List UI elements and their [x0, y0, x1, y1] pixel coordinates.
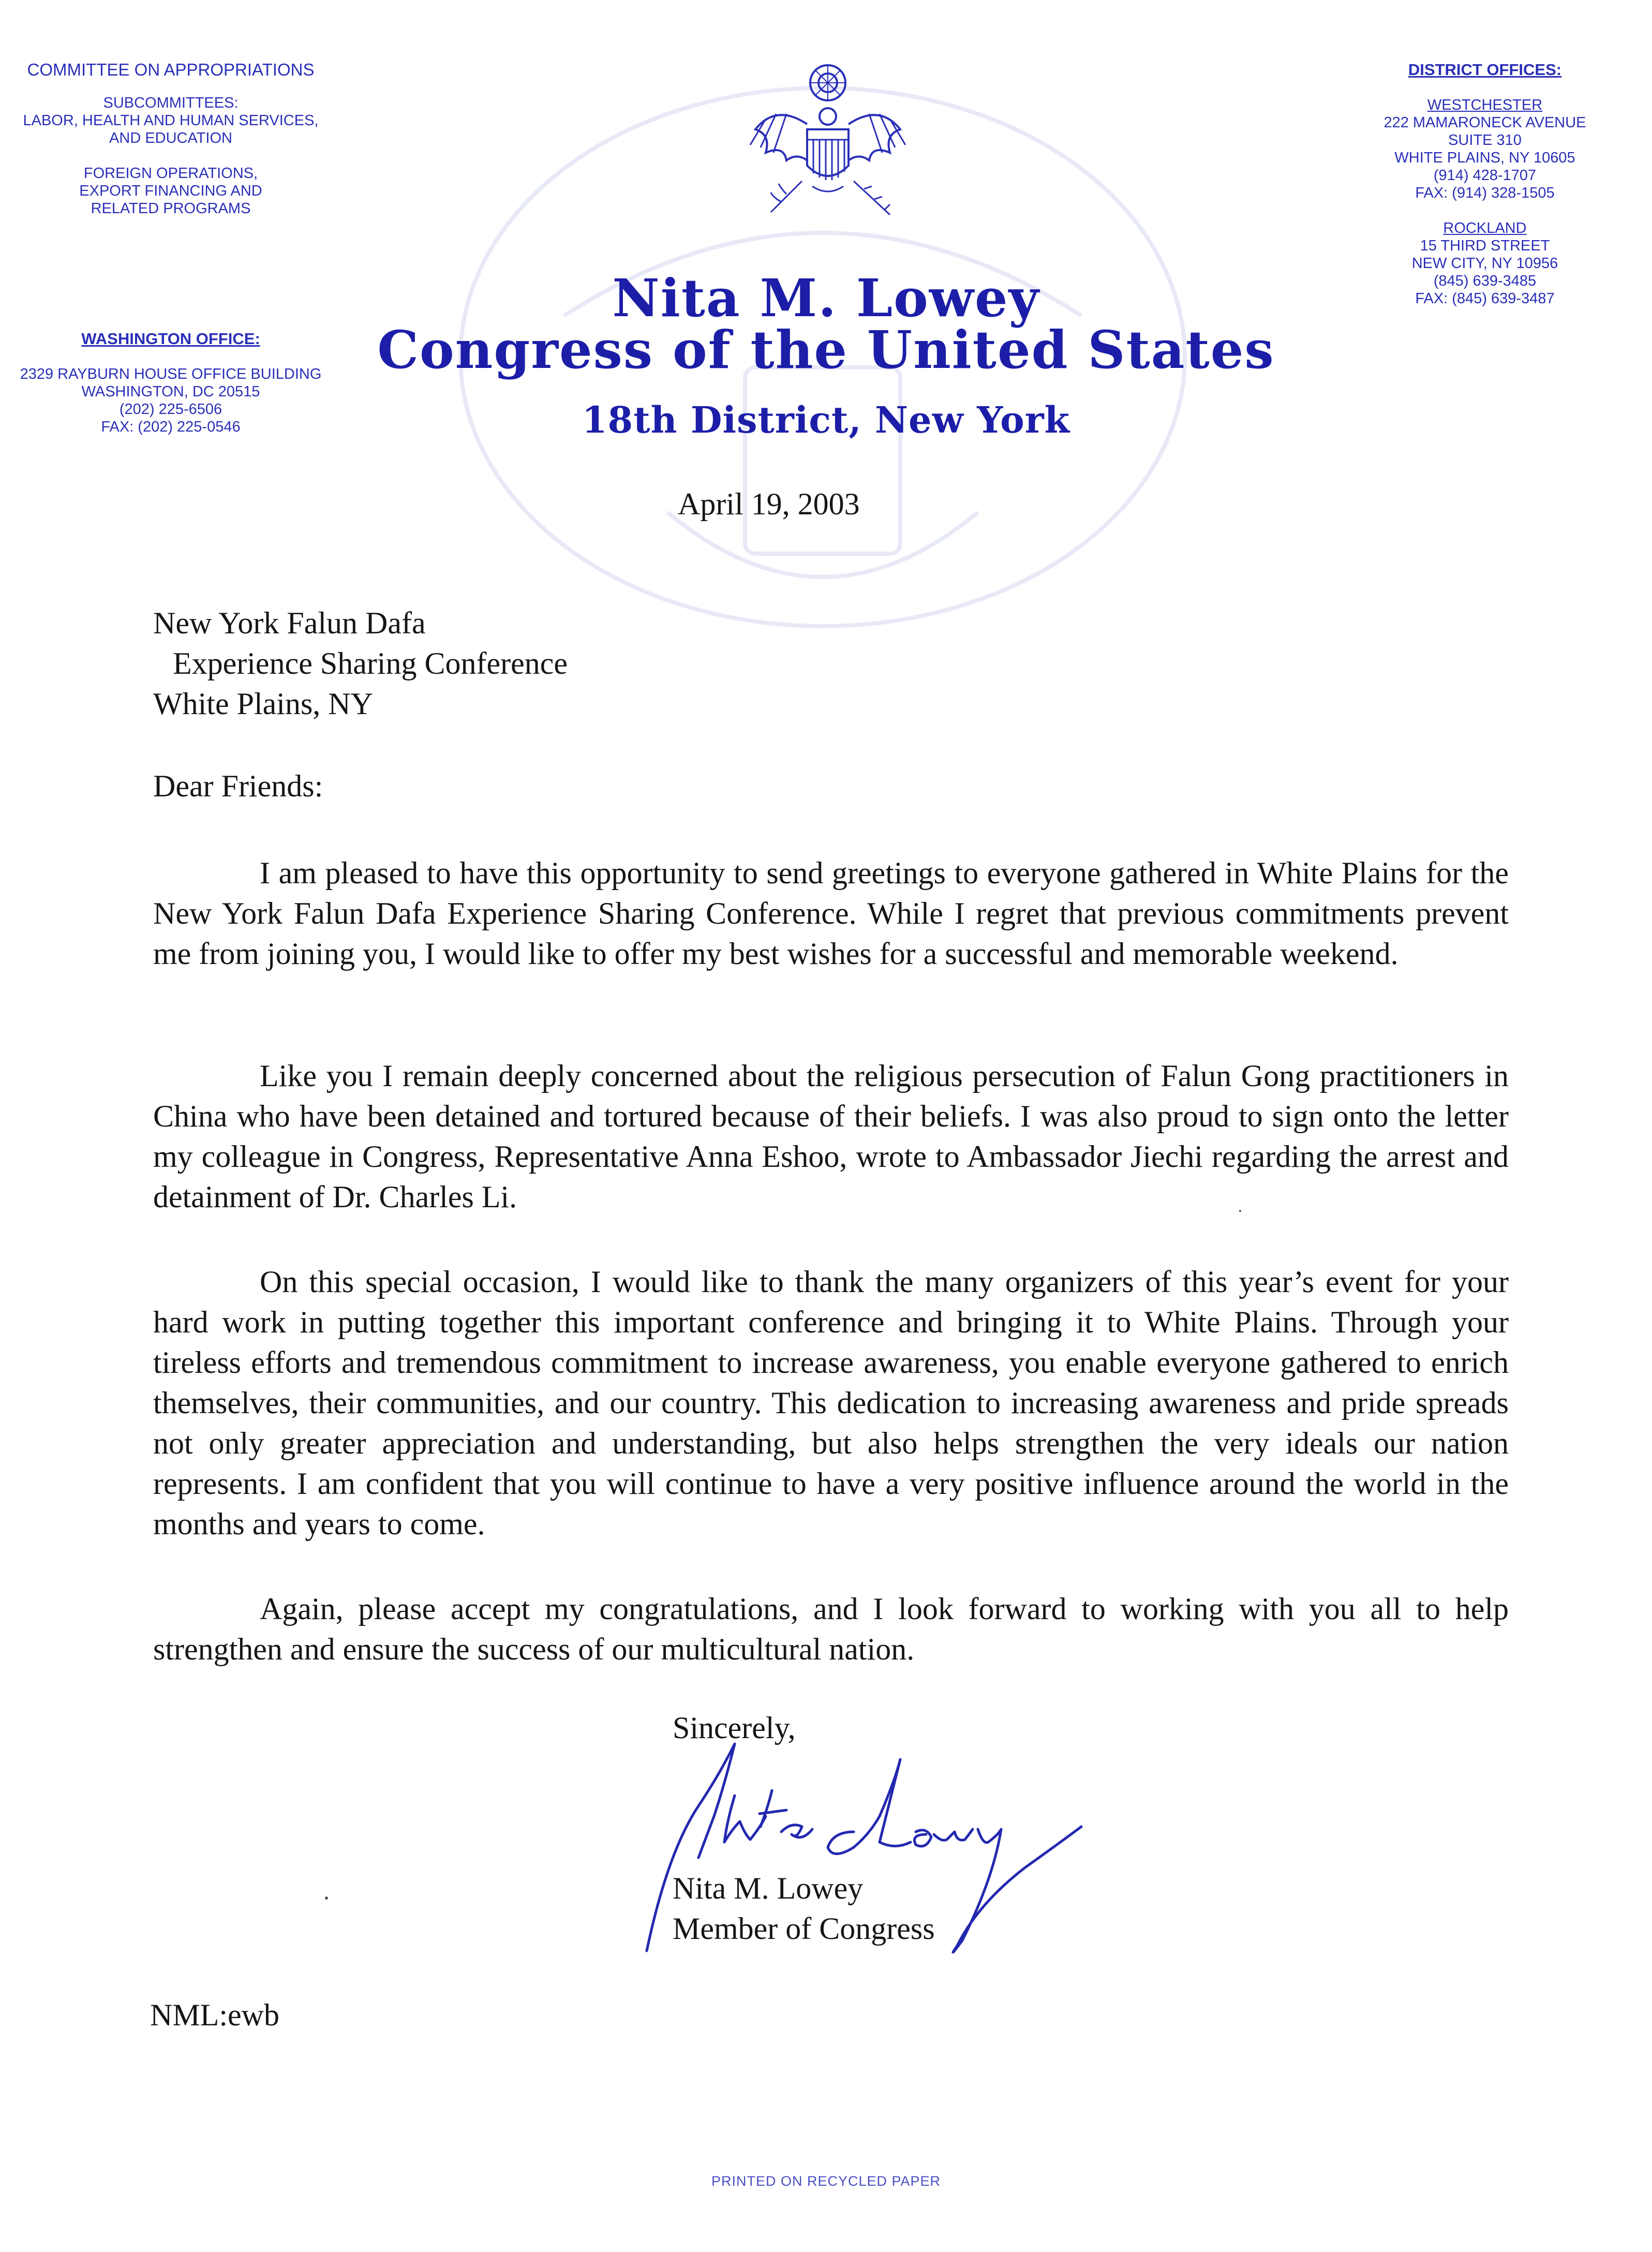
- district-offices-label: DISTRICT OFFICES:: [1408, 61, 1562, 79]
- subcommittee-line: AND EDUCATION: [109, 130, 232, 146]
- scan-speck: [1239, 1210, 1241, 1212]
- body-paragraph: I am pleased to have this opportunity to send greetings to everyone gathered in White Plains for the New York Falun Dafa Experience Sharing Conference. While I regret that previous commitments prevent me from joining you, I would like to offer my best wishes for a successful and memorable weekend.: [153, 856, 1509, 971]
- body-paragraph: On this special occasion, I would like to thank the many organizers of this year’s event for your hard work in putting together this important conference and bringing it to White Plains. Through your tireless efforts and tremendous commitment to increase awareness, you enable everyone gathered to enrich themselves, their communities, and our country. This dedication to increasing awareness and pride spreads not only greater appreciation and understanding, but also helps strengthen the very ideals our nation represents. I am confident that you will continue to have a very positive influence around the world in the months and years to come.: [153, 1265, 1509, 1541]
- phone-line: (845) 639-3485: [1433, 273, 1537, 289]
- fax-line: FAX: (845) 639-3487: [1415, 290, 1555, 307]
- address-line: SUITE 310: [1448, 132, 1522, 149]
- signature-block: [673, 1868, 935, 1949]
- address-line: White Plains, NY: [153, 687, 373, 721]
- committee-block: [16, 61, 326, 217]
- typist-initials: NML:ewb: [150, 1998, 279, 2032]
- subcommittee-line: RELATED PROGRAMS: [91, 200, 251, 217]
- address-line: WHITE PLAINS, NY 10605: [1394, 150, 1575, 166]
- body-paragraph: Like you I remain deeply concerned about the religious persecution of Falun Gong practitioners in China who have been detained and tortured because of their beliefs. I was also proud to sign onto the letter my colleague in Congress, Representative Anna Eshoo, wrote to Ambassador Jiechi regarding the arrest and detainment of Dr. Charles Li.: [153, 1059, 1509, 1214]
- westchester-label: WESTCHESTER: [1427, 97, 1543, 113]
- letter-date: April 19, 2003: [678, 487, 860, 521]
- address-line: NEW CITY, NY 10956: [1411, 255, 1558, 272]
- closing: Sincerely,: [673, 1711, 796, 1745]
- address-line: 222 MAMARONECK AVENUE: [1383, 114, 1586, 131]
- phone-line: (202) 225-6506: [119, 401, 222, 418]
- fax-line: FAX: (914) 328-1505: [1415, 185, 1555, 201]
- district-heading: 18th District, New York: [582, 398, 1070, 441]
- great-seal-eagle-icon: [735, 57, 921, 228]
- rockland-label: ROCKLAND: [1443, 220, 1527, 236]
- congress-heading: Congress of the United States: [377, 319, 1275, 380]
- body-paragraph: Again, please accept my congratulations, and I look forward to working with you all to help strengthen and ensure the success of our multicultural nation.: [153, 1592, 1509, 1666]
- recycled-paper-note: PRINTED ON RECYCLED PAPER: [711, 2173, 941, 2189]
- address-line: WASHINGTON, DC 20515: [81, 383, 260, 400]
- signer-name: Nita M. Lowey: [673, 1871, 864, 1905]
- fax-line: FAX: (202) 225-0546: [101, 419, 241, 435]
- member-name-heading: Nita M. Lowey: [612, 268, 1040, 329]
- washington-office-label: WASHINGTON OFFICE:: [81, 330, 260, 348]
- address-line: New York Falun Dafa: [153, 606, 426, 640]
- subcommittees-label: SUBCOMMITTEES:: [103, 95, 239, 111]
- phone-line: (914) 428-1707: [1433, 167, 1537, 184]
- address-line: Experience Sharing Conference: [173, 646, 568, 680]
- signer-title: Member of Congress: [673, 1912, 935, 1946]
- subcommittee-line: LABOR, HEALTH AND HUMAN SERVICES,: [23, 112, 319, 129]
- recipient-address: [153, 603, 568, 724]
- salutation: Dear Friends:: [153, 769, 323, 803]
- address-line: 2329 RAYBURN HOUSE OFFICE BUILDING: [20, 366, 322, 382]
- scan-speck: [325, 1897, 328, 1900]
- address-line: 15 THIRD STREET: [1420, 238, 1550, 254]
- subcommittee-line: EXPORT FINANCING AND: [79, 183, 262, 199]
- subcommittee-line: FOREIGN OPERATIONS,: [83, 165, 258, 182]
- committee-name: COMMITTEE ON APPROPRIATIONS: [27, 60, 315, 79]
